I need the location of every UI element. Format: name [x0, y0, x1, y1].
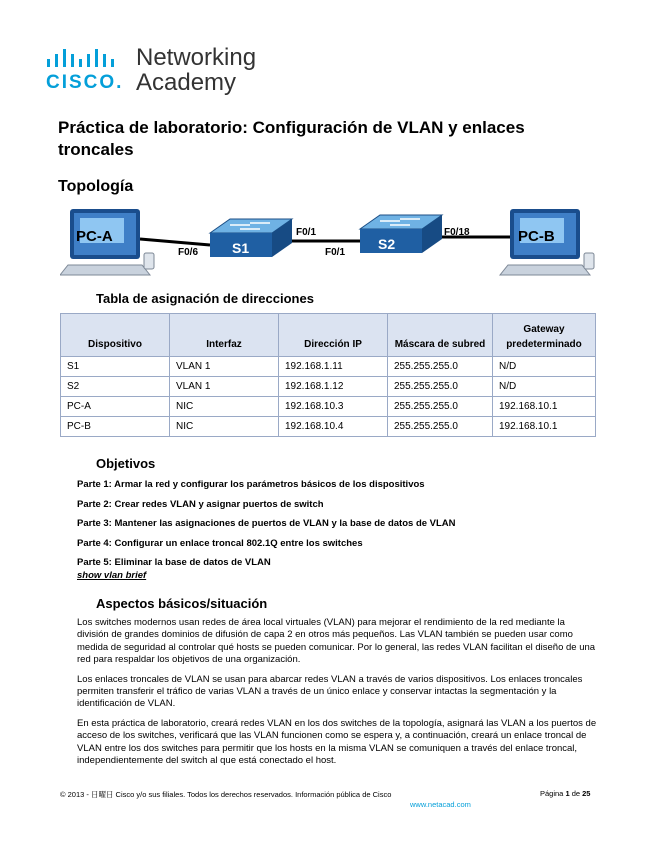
objective-item: Parte 5: Eliminar la base de datos de VLAN	[77, 557, 271, 568]
table-cell: 192.168.10.3	[279, 397, 388, 417]
port-label-f0-1-s2: F0/1	[325, 247, 346, 258]
port-label-f0-6: F0/6	[178, 247, 199, 258]
table-cell: PC-A	[61, 397, 170, 417]
paragraph: Los enlaces troncales de VLAN se usan para abarcar redes VLAN a través de varios dispositivos. Los enlaces troncales permiten transferir el tráfico de varias VLAN a través de un único enlace y conservar intactas la segmentación y la identificación de VLAN.	[77, 673, 583, 710]
objectives-list	[77, 478, 597, 582]
table-cell: NIC	[170, 417, 279, 437]
switch-s2-icon	[360, 215, 442, 253]
objective-item: Parte 3: Mantener las asignaciones de puertos de VLAN y la base de datos de VLAN	[77, 518, 456, 529]
table-cell: S1	[61, 357, 170, 377]
table-cell: 192.168.1.11	[279, 357, 388, 377]
footer-website-link[interactable]: www.netacad.com	[410, 800, 471, 809]
table-cell: 192.168.10.4	[279, 417, 388, 437]
logo-academy: Academy	[136, 69, 237, 96]
background-heading: Aspectos básicos/situación	[96, 596, 268, 611]
objective-item: Parte 2: Crear redes VLAN y asignar puertos de switch	[77, 498, 324, 510]
table-cell: 255.255.255.0	[388, 397, 493, 417]
page-title: Práctica de laboratorio: Configuración de VLAN y enlaces troncales	[58, 118, 525, 159]
table-row	[61, 397, 596, 417]
footer-page-number: Página 1 de 25	[540, 789, 591, 798]
topology-heading: Topología	[58, 178, 134, 195]
objectives-heading: Objetivos	[96, 456, 156, 471]
table-header-row	[61, 314, 596, 357]
cisco-bars-icon	[46, 49, 130, 69]
pc-a-label: PC-A	[76, 228, 113, 245]
command-text: show vlan brief	[77, 570, 147, 581]
table-cell: 255.255.255.0	[388, 377, 493, 397]
table-cell: N/D	[493, 357, 596, 377]
col-header: Dirección IP	[279, 314, 388, 357]
paragraph: Los switches modernos usan redes de área local virtuales (VLAN) para mejorar el rendimiento de la red mediante la división de grandes dominios de difusión de capa 2 en otros más pequeños. Las VLAN también se pueden usar como medida de seguridad al controlar qué hosts se pueden comunicar. Por lo general, las redes VLAN facilitan el diseño de una red para respaldar los objetivos de una organización.	[77, 617, 596, 666]
table-row	[61, 417, 596, 437]
pc-b-label: PC-B	[518, 228, 555, 245]
link-pca-s1	[140, 239, 210, 245]
cisco-logo	[46, 45, 266, 95]
col-header: Dispositivo	[61, 314, 170, 357]
col-header: Gateway predeterminado	[493, 314, 596, 357]
table-cell: VLAN 1	[170, 357, 279, 377]
col-header: Interfaz	[170, 314, 279, 357]
objective-item: Parte 4: Configurar un enlace troncal 802.1Q entre los switches	[77, 537, 363, 549]
switch-s1-label: S1	[232, 240, 250, 256]
cisco-wordmark: CISCO.	[46, 72, 124, 93]
background-body	[77, 617, 599, 767]
logo-networking: Networking	[136, 44, 257, 71]
table-cell: S2	[61, 377, 170, 397]
table-cell: VLAN 1	[170, 377, 279, 397]
table-cell: N/D	[493, 377, 596, 397]
table-cell: 192.168.10.1	[493, 397, 596, 417]
table-cell: PC-B	[61, 417, 170, 437]
table-cell: 255.255.255.0	[388, 357, 493, 377]
table-row	[61, 377, 596, 397]
switch-s2-label: S2	[378, 236, 396, 252]
port-label-f0-18: F0/18	[444, 227, 470, 238]
table-cell: NIC	[170, 397, 279, 417]
paragraph: En esta práctica de laboratorio, creará redes VLAN en los dos switches de la topología, asignará las VLAN a los puertos de acceso de los switches, verificará que las VLAN funcionen como se espera y, a continuación, creará un enlace troncal de VLAN entre los dos switches para permitir que los hosts en la misma VLAN se comuniquen a través del enlace troncal, independientemente del switch al que está conectado el host.	[77, 717, 597, 767]
objective-item: Parte 1: Armar la red y configurar los parámetros básicos de los dispositivos	[77, 479, 425, 490]
table-cell: 192.168.10.1	[493, 417, 596, 437]
port-label-f0-1-s1: F0/1	[296, 227, 317, 238]
table-caption: Tabla de asignación de direcciones	[96, 291, 314, 306]
table-cell: 192.168.1.12	[279, 377, 388, 397]
switch-s1-icon	[210, 219, 292, 257]
table-row	[61, 357, 596, 377]
footer-copyright: © 2013 - 日曜日 Cisco y/o sus filiales. Todos los derechos reservados. Información pública de Cisco	[60, 790, 392, 799]
addressing-table	[60, 313, 596, 437]
table-cell: 255.255.255.0	[388, 417, 493, 437]
topology-diagram	[60, 203, 600, 285]
col-header: Máscara de subred	[388, 314, 493, 357]
